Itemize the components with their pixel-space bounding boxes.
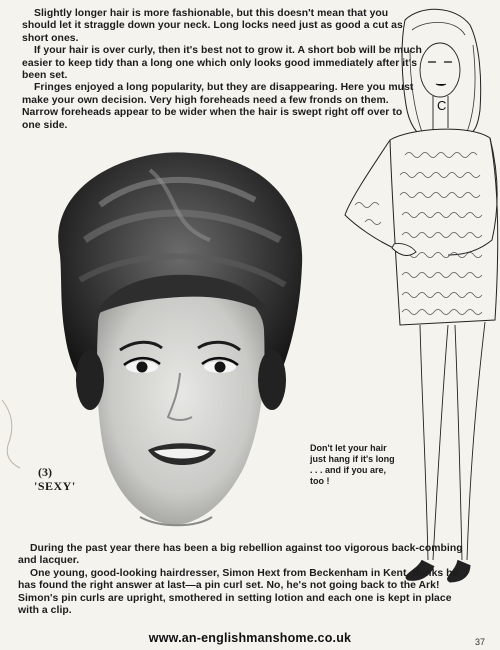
bottom-paragraph-1: During the past year there has been a big rebellion against too vigorous back-combing and lacquer.: [18, 543, 463, 567]
top-paragraph-1: Slightly longer hair is more fashionable, but this doesn't mean that you should let it straggle down your neck. Long locks need just as good a cut as short ones.: [22, 8, 403, 44]
sketch-letter-label: C: [437, 98, 447, 113]
bottom-paragraph-2: One young, good-looking hairdresser, Simon Hext from Beckenham in Kent, thinks he has found the right answer at last—a pin curl set. No, he's not going back to the Ark! Simon's pin curls are upright, smothered in setting lotion and each one is kept in place with a clip.: [18, 567, 459, 617]
figure-number: (3): [38, 465, 52, 479]
bottom-article-text: [18, 543, 466, 617]
top-paragraph-2: If your hair is over curly, then it's best not to grow it. A short bob will be much easier to keep tidy than a long one which only looks good immediately after it's been set.: [22, 45, 422, 82]
sketch-caption: Don't let your hair just hang if it's long . . . and if you are, too !: [310, 443, 395, 486]
top-paragraph-3: Fringes enjoyed a long popularity, but they are disappearing. Here you must make your own decision. Very high foreheads need a few fronds on them. Narrow foreheads appear to be wider when the hair is swept right off over to one side.: [22, 82, 414, 131]
woman-portrait-photo: [40, 145, 310, 530]
website-watermark: www.an-englishmanshome.co.uk: [148, 631, 352, 645]
page-number: 37: [475, 637, 486, 647]
fashion-sketch-illustration: [330, 0, 500, 620]
figure-style-name: 'SEXY': [34, 479, 76, 493]
background-sketch-mark: [0, 390, 30, 470]
